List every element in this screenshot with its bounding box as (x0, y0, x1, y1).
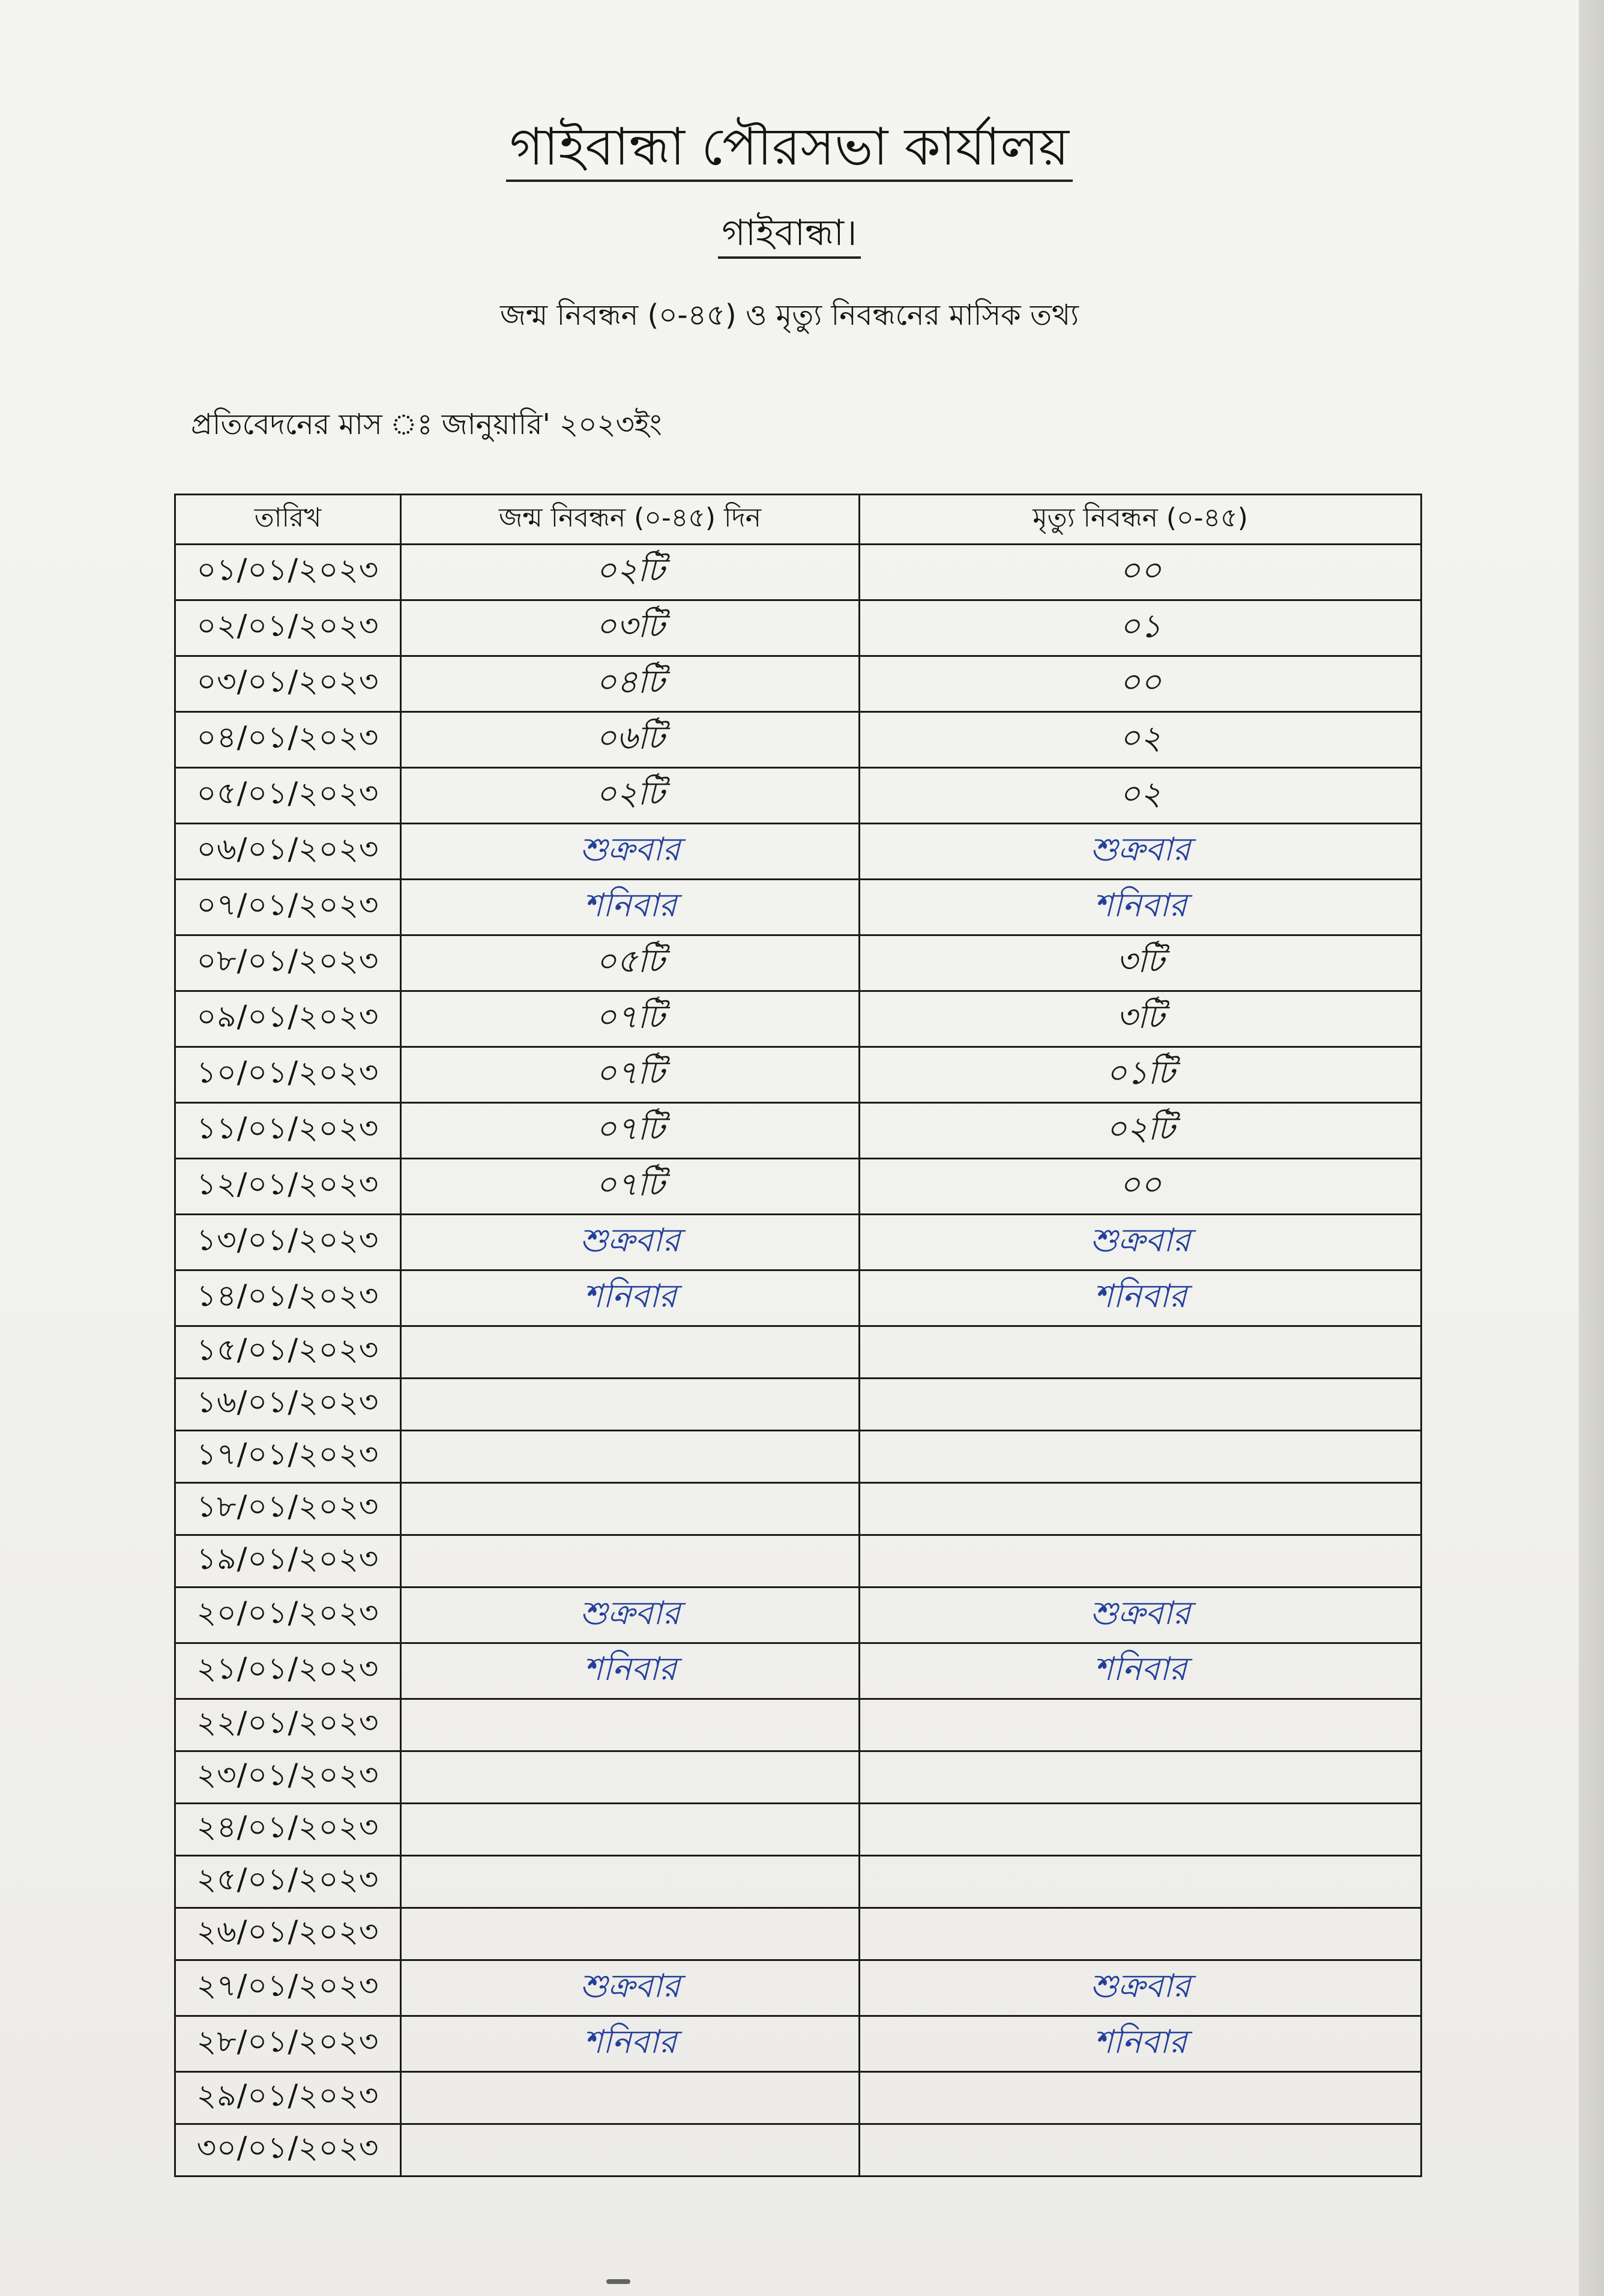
table-row (175, 1215, 1422, 1270)
death-entry-cell: শনিবার (860, 1643, 1422, 1699)
birth-entry-cell: শুক্রবার (401, 824, 860, 880)
table-row (175, 1588, 1422, 1643)
table-row (175, 2016, 1422, 2072)
date-cell: ১২/০১/২০২৩ (175, 1159, 401, 1215)
death-entry-cell (860, 1908, 1422, 1960)
birth-entry-cell: ০৭টি (401, 1103, 860, 1159)
date-cell: ১৫/০১/২০২৩ (175, 1326, 401, 1379)
death-entry-cell: ৩টি (860, 935, 1422, 991)
registration-table (174, 494, 1422, 2177)
birth-entry-cell: ০৪টি (401, 656, 860, 712)
date-cell: ১১/০১/২০২৩ (175, 1103, 401, 1159)
birth-entry-cell: শনিবার (401, 1643, 860, 1699)
table-row (175, 1379, 1422, 1431)
death-entry-cell: শুক্রবার (860, 1215, 1422, 1270)
date-cell: ২৯/০১/২০২৩ (175, 2072, 401, 2124)
death-entry-cell: শুক্রবার (860, 1960, 1422, 2016)
table-row (175, 1103, 1422, 1159)
death-entry-cell: ০১ (860, 600, 1422, 656)
birth-entry-cell: শুক্রবার (401, 1588, 860, 1643)
table-row (175, 1960, 1422, 2016)
death-entry-cell (860, 1804, 1422, 1856)
date-cell: ১৯/০১/২০২৩ (175, 1535, 401, 1588)
column-header-birth: জন্ম নিবন্ধন (০-৪৫) দিন (401, 495, 860, 545)
birth-entry-cell (401, 2072, 860, 2124)
table-row (175, 1535, 1422, 1588)
date-cell: ২৩/০১/২০২৩ (175, 1751, 401, 1804)
table-row (175, 1270, 1422, 1326)
date-cell: ০২/০১/২০২৩ (175, 600, 401, 656)
table-row (175, 880, 1422, 935)
death-entry-cell: ৩টি (860, 991, 1422, 1047)
date-cell: ১৮/০১/২০২৩ (175, 1483, 401, 1535)
birth-entry-cell (401, 2124, 860, 2177)
table-header-row (175, 495, 1422, 545)
date-cell: ০৭/০১/২০২৩ (175, 880, 401, 935)
date-cell: ২৪/০১/২০২৩ (175, 1804, 401, 1856)
date-cell: ০৩/০১/২০২৩ (175, 656, 401, 712)
date-cell: ১০/০১/২০২৩ (175, 1047, 401, 1103)
date-cell: ০১/০১/২০২৩ (175, 545, 401, 600)
birth-entry-cell (401, 1483, 860, 1535)
death-entry-cell (860, 1856, 1422, 1908)
death-entry-cell: ০০ (860, 656, 1422, 712)
date-cell: ২২/০১/২০২৩ (175, 1699, 401, 1751)
death-entry-cell: ০২টি (860, 1103, 1422, 1159)
death-entry-cell (860, 1431, 1422, 1483)
death-entry-cell (860, 2124, 1422, 2177)
table-row (175, 1804, 1422, 1856)
birth-entry-cell: ০২টি (401, 768, 860, 824)
table-row (175, 991, 1422, 1047)
table-row (175, 545, 1422, 600)
office-subtitle: গাইবান্ধা। (0, 209, 1579, 257)
death-entry-cell: ০২ (860, 712, 1422, 768)
birth-entry-cell: শনিবার (401, 1270, 860, 1326)
date-cell: ০৮/০১/২০২৩ (175, 935, 401, 991)
birth-entry-cell (401, 1326, 860, 1379)
table-row (175, 1856, 1422, 1908)
birth-entry-cell: শনিবার (401, 880, 860, 935)
table-row (175, 935, 1422, 991)
report-heading: জন্ম নিবন্ধন (০-৪৫) ও মৃত্যু নিবন্ধনের মাসিক তথ্য (499, 298, 1079, 332)
table-row (175, 1483, 1422, 1535)
birth-entry-cell: ০৭টি (401, 1159, 860, 1215)
birth-entry-cell: ০৩টি (401, 600, 860, 656)
birth-entry-cell: ০৭টি (401, 1047, 860, 1103)
death-entry-cell: ০০ (860, 1159, 1422, 1215)
table-row (175, 2124, 1422, 2177)
death-entry-cell: শনিবার (860, 880, 1422, 935)
date-cell: ২০/০১/২০২৩ (175, 1588, 401, 1643)
birth-entry-cell (401, 1804, 860, 1856)
table-row (175, 1431, 1422, 1483)
birth-entry-cell: ০২টি (401, 545, 860, 600)
birth-entry-cell (401, 1699, 860, 1751)
table-row (175, 1047, 1422, 1103)
date-cell: ০৪/০১/২০২৩ (175, 712, 401, 768)
table-body (175, 545, 1422, 2177)
table-row (175, 1908, 1422, 1960)
death-entry-cell (860, 1483, 1422, 1535)
date-cell: ২৭/০১/২০২৩ (175, 1960, 401, 2016)
birth-entry-cell (401, 1908, 860, 1960)
date-cell: ১৭/০১/২০২৩ (175, 1431, 401, 1483)
paper-edge-shadow (1579, 0, 1604, 2296)
birth-entry-cell: শনিবার (401, 2016, 860, 2072)
date-cell: ০৫/০১/২০২৩ (175, 768, 401, 824)
birth-entry-cell: ০৬টি (401, 712, 860, 768)
column-header-date: তারিখ (175, 495, 401, 545)
death-entry-cell (860, 1751, 1422, 1804)
birth-entry-cell: শুক্রবার (401, 1960, 860, 2016)
table-row (175, 824, 1422, 880)
death-entry-cell: শনিবার (860, 1270, 1422, 1326)
death-entry-cell: ০০ (860, 545, 1422, 600)
date-cell: ২৫/০১/২০২৩ (175, 1856, 401, 1908)
birth-entry-cell: ০৭টি (401, 991, 860, 1047)
table-row (175, 1751, 1422, 1804)
birth-entry-cell (401, 1431, 860, 1483)
office-title: গাইবান্ধা পৌরসভা কার্যালয় (0, 114, 1579, 180)
table-row (175, 1159, 1422, 1215)
death-entry-cell (860, 1535, 1422, 1588)
table-row (175, 600, 1422, 656)
death-entry-cell: ০২ (860, 768, 1422, 824)
birth-entry-cell: ০৫টি (401, 935, 860, 991)
date-cell: ১৬/০১/২০২৩ (175, 1379, 401, 1431)
table-row (175, 1699, 1422, 1751)
birth-entry-cell (401, 1856, 860, 1908)
death-entry-cell: শুক্রবার (860, 824, 1422, 880)
date-cell: ১৪/০১/২০২৩ (175, 1270, 401, 1326)
birth-entry-cell (401, 1751, 860, 1804)
date-cell: ২৬/০১/২০২৩ (175, 1908, 401, 1960)
table-row (175, 1643, 1422, 1699)
birth-entry-cell: শুক্রবার (401, 1215, 860, 1270)
death-entry-cell: শনিবার (860, 2016, 1422, 2072)
birth-entry-cell (401, 1535, 860, 1588)
date-cell: ০৯/০১/২০২৩ (175, 991, 401, 1047)
date-cell: ১৩/০১/২০২৩ (175, 1215, 401, 1270)
date-cell: ২৮/০১/২০২৩ (175, 2016, 401, 2072)
report-month: প্রতিবেদনের মাস ঃ জানুয়ারি' ২০২৩ইং (191, 408, 662, 441)
death-entry-cell: ০১টি (860, 1047, 1422, 1103)
date-cell: ২১/০১/২০২৩ (175, 1643, 401, 1699)
date-cell: ০৬/০১/২০২৩ (175, 824, 401, 880)
ink-smudge (606, 2279, 630, 2284)
death-entry-cell (860, 1699, 1422, 1751)
column-header-death: মৃত্যু নিবন্ধন (০-৪৫) (860, 495, 1422, 545)
death-entry-cell: শুক্রবার (860, 1588, 1422, 1643)
table-row (175, 2072, 1422, 2124)
birth-entry-cell (401, 1379, 860, 1431)
death-entry-cell (860, 1326, 1422, 1379)
date-cell: ৩০/০১/২০২৩ (175, 2124, 401, 2177)
table-row (175, 712, 1422, 768)
death-entry-cell (860, 1379, 1422, 1431)
table-row (175, 768, 1422, 824)
table-row (175, 1326, 1422, 1379)
table-row (175, 656, 1422, 712)
death-entry-cell (860, 2072, 1422, 2124)
